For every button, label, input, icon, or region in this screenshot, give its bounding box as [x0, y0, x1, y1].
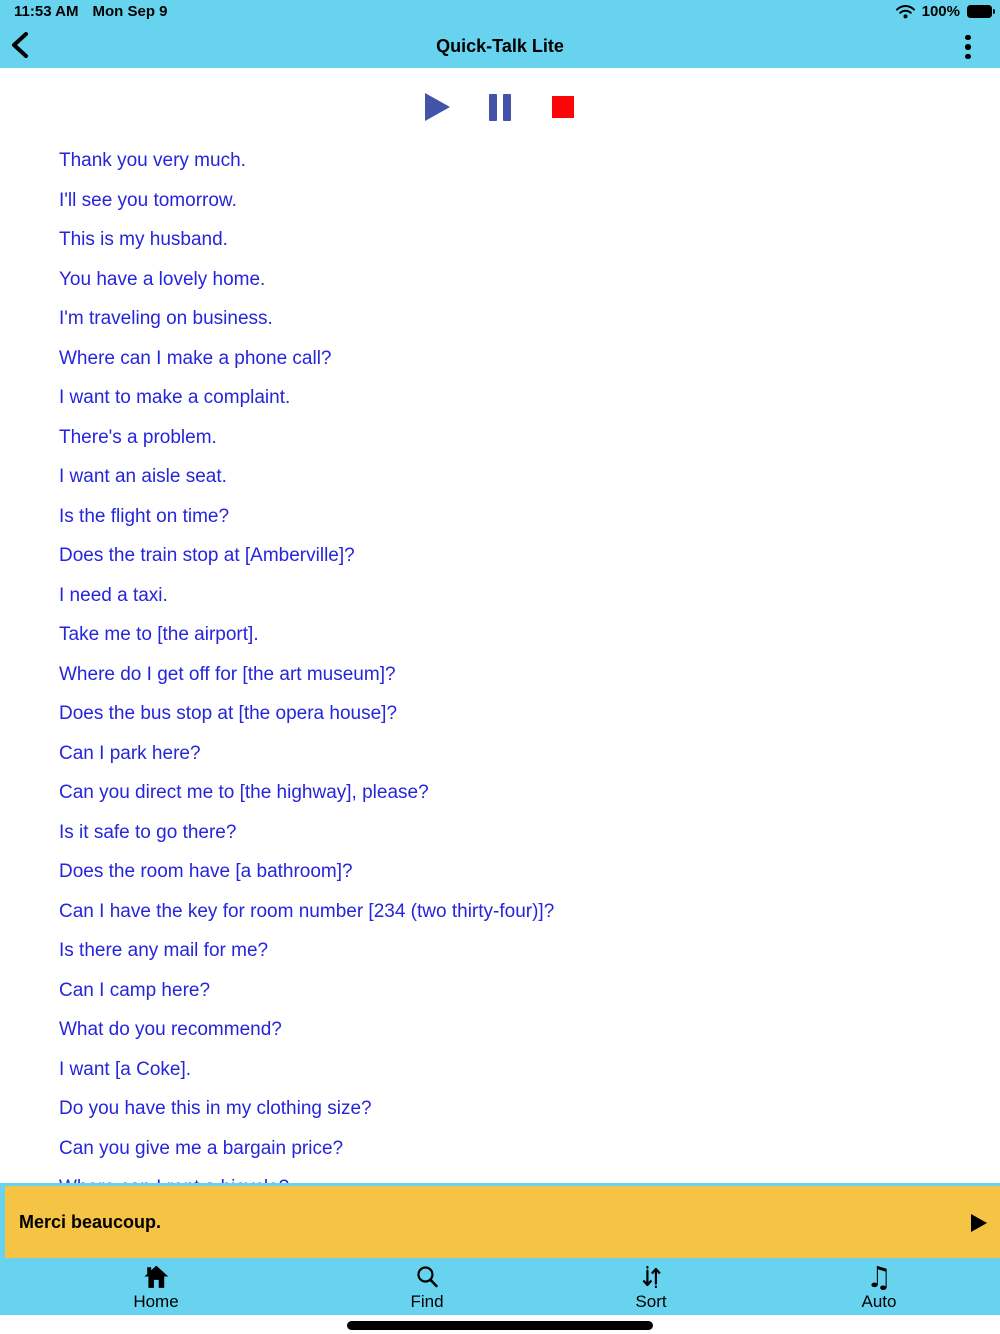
tab-label: Find — [410, 1292, 444, 1311]
phrase-item[interactable]: Does the room have [a bathroom]? — [59, 861, 353, 882]
pause-icon — [489, 94, 511, 121]
tab-label: Sort — [635, 1292, 667, 1311]
stop-icon — [552, 96, 574, 118]
phrase-item[interactable]: What do you recommend? — [59, 1019, 282, 1040]
selected-phrase-bar[interactable] — [5, 1186, 1000, 1258]
tab-sort[interactable] — [635, 1262, 666, 1315]
wifi-icon — [896, 5, 915, 19]
phrase-item[interactable]: This is my husband. — [59, 229, 228, 250]
stop-button[interactable] — [548, 92, 578, 122]
phrase-item[interactable]: I'm traveling on business. — [59, 308, 273, 329]
phrase-item[interactable]: Can I park here? — [59, 742, 201, 764]
phrase-list — [0, 141, 1000, 1334]
home-indicator[interactable] — [347, 1321, 653, 1330]
phrase-item[interactable]: Does the train stop at [Amberville]? — [59, 545, 355, 566]
phrase-item[interactable]: Where do I get off for [the art museum]? — [59, 663, 396, 685]
sort-icon — [639, 1262, 663, 1292]
phrase-item[interactable]: You have a lovely home. — [59, 268, 266, 290]
tab-label: Home — [133, 1292, 179, 1311]
phrase-item[interactable]: Do you have this in my clothing size? — [59, 1098, 372, 1119]
tab-auto[interactable] — [862, 1262, 897, 1315]
phrase-item[interactable]: There's a problem. — [59, 426, 217, 448]
phrase-item[interactable]: Can I camp here? — [59, 979, 211, 1001]
selected-phrase-text: Merci beaucoup. — [19, 1211, 162, 1232]
nav-bar — [0, 24, 1000, 68]
phrase-item[interactable]: Can you direct me to [the highway], please? — [59, 782, 429, 803]
battery-icon — [967, 5, 992, 18]
tab-label: Auto — [861, 1292, 897, 1311]
search-icon — [415, 1262, 439, 1292]
status-bar — [0, 0, 1000, 24]
play-button[interactable] — [422, 92, 452, 122]
phrase-item[interactable]: Is there any mail for me? — [59, 940, 269, 961]
status-date: Mon Sep 9 — [92, 3, 168, 20]
status-time: 11:53 AM — [14, 3, 79, 20]
page-title: Quick-Talk Lite — [436, 35, 564, 56]
bottom-area — [0, 1183, 1000, 1315]
phrase-item[interactable]: I want an aisle seat. — [59, 466, 227, 487]
phrase-item[interactable]: I need a taxi. — [59, 584, 168, 606]
play-icon — [425, 93, 450, 121]
phrase-item[interactable]: Take me to [the airport]. — [59, 624, 259, 645]
phrase-item[interactable]: Thank you very much. — [59, 150, 246, 171]
phrase-item[interactable]: I want to make a complaint. — [59, 387, 291, 408]
phrase-item[interactable]: Can you give me a bargain price? — [59, 1137, 344, 1159]
phrase-item[interactable]: I'll see you tomorrow. — [59, 189, 237, 211]
music-note-icon: ♫ — [865, 1260, 892, 1294]
phrase-item[interactable]: Does the bus stop at [the opera house]? — [59, 703, 398, 724]
tab-bar — [0, 1262, 1000, 1315]
phrase-item[interactable]: Can I have the key for room number [234 (two thirty-four)]? — [59, 900, 555, 922]
phrase-item[interactable]: Where can I make a phone call? — [59, 347, 332, 369]
tab-home[interactable] — [133, 1262, 178, 1315]
pause-button[interactable] — [485, 92, 515, 122]
phrase-item[interactable]: Is the flight on time? — [59, 505, 230, 527]
banner-play-icon[interactable] — [971, 1214, 987, 1232]
phrase-item[interactable]: Is it safe to go there? — [59, 821, 237, 843]
phrase-item[interactable]: I want [a Coke]. — [59, 1058, 192, 1080]
battery-percent: 100% — [921, 3, 960, 20]
home-icon — [143, 1262, 169, 1292]
kebab-menu-icon[interactable] — [958, 32, 978, 62]
tab-find[interactable] — [410, 1262, 443, 1315]
player-controls — [0, 68, 1000, 146]
